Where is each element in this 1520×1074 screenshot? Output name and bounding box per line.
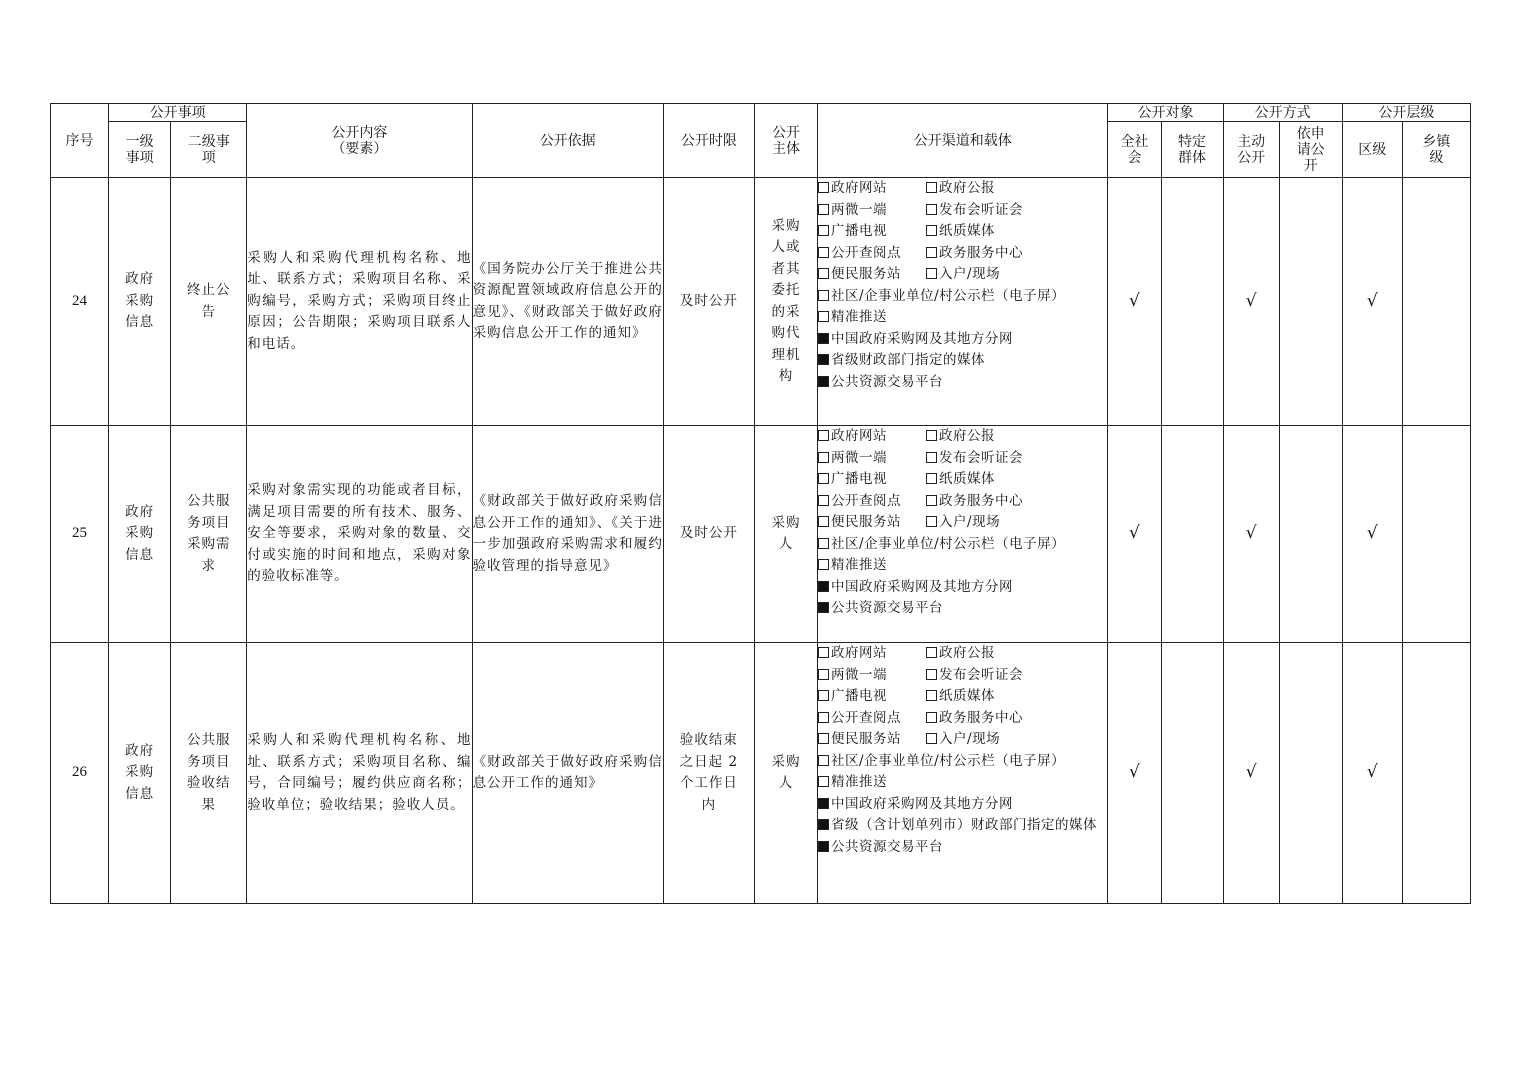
channel-label: 中国政府采购网及其地方分网	[831, 330, 1014, 347]
channel-label: 发布会听证会	[939, 201, 1024, 218]
channel-label: 公开查阅点	[831, 709, 902, 726]
channel-label: 便民服务站	[831, 266, 902, 282]
channel-line	[818, 643, 1107, 665]
channel-label: 政务服务中心	[939, 492, 1024, 509]
row-channels	[818, 643, 1108, 904]
table-header	[51, 104, 1471, 178]
channel-line	[818, 221, 1107, 243]
row-level1: 政府 采购 信息	[109, 178, 171, 426]
channel-label: 政府公报	[939, 645, 996, 661]
unchecked-box-icon	[926, 690, 937, 701]
channel-label: 两微一端	[831, 666, 888, 683]
channel-option	[818, 264, 926, 286]
header-level-group: 公开层级	[1342, 104, 1470, 122]
unchecked-box-icon	[926, 268, 937, 279]
channel-label: 政府网站	[831, 428, 888, 444]
unchecked-box-icon	[818, 225, 829, 236]
table-row	[51, 178, 1471, 426]
channel-line	[818, 512, 1107, 534]
channel-line	[818, 307, 1107, 329]
row-mode-apply	[1279, 643, 1342, 904]
unchecked-box-icon	[818, 473, 829, 484]
channel-option	[926, 491, 1023, 513]
unchecked-box-icon	[818, 290, 829, 301]
channel-option	[926, 448, 1023, 470]
channel-option	[926, 729, 1000, 751]
row-content: 采购人和采购代理机构名称、地址、联系方式；采购项目名称、采购编号，采购方式；采购项目终止原因；公告期限；采购项目联系人和电话。	[247, 178, 472, 426]
checked-box-icon	[818, 819, 829, 830]
channel-option	[818, 686, 926, 708]
channel-line	[818, 448, 1107, 470]
channel-label: 广播电视	[831, 688, 888, 704]
unchecked-box-icon	[926, 182, 937, 193]
unchecked-box-icon	[818, 669, 829, 680]
row-time-limit: 验收结束 之日起 2 个工作日 内	[663, 643, 754, 904]
channel-option	[818, 307, 887, 329]
channel-option	[818, 837, 943, 859]
header-seq: 序号	[51, 104, 109, 178]
channel-label: 政务服务中心	[939, 244, 1024, 261]
channel-option	[818, 534, 1065, 556]
channel-option	[818, 555, 887, 577]
checked-box-icon	[818, 602, 829, 613]
unchecked-box-icon	[926, 452, 937, 463]
channel-line	[818, 264, 1107, 286]
header-subject: 公开 主体	[754, 104, 817, 178]
channel-label: 省级（含计划单列市）财政部门指定的媒体	[831, 817, 1098, 833]
channel-line	[818, 598, 1107, 620]
unchecked-box-icon	[818, 182, 829, 193]
unchecked-box-icon	[818, 311, 829, 322]
table-row	[51, 643, 1471, 904]
channel-option	[926, 665, 1023, 687]
channel-line	[818, 491, 1107, 513]
channel-option	[926, 221, 995, 243]
channel-line	[818, 772, 1107, 794]
unchecked-box-icon	[926, 204, 937, 215]
channel-label: 社区/企事业单位/村公示栏（电子屏）	[831, 287, 1066, 304]
channel-label: 公开查阅点	[831, 244, 902, 261]
channel-line	[818, 815, 1107, 837]
channel-line	[818, 794, 1107, 816]
channel-option	[818, 815, 1097, 837]
channel-label: 政府网站	[831, 645, 888, 661]
channel-label: 两微一端	[831, 201, 888, 218]
channel-line	[818, 555, 1107, 577]
unchecked-box-icon	[926, 495, 937, 506]
channel-label: 社区/企事业单位/村公示栏（电子屏）	[831, 535, 1066, 552]
channel-label: 政府网站	[831, 180, 888, 196]
row-level-district: √	[1342, 426, 1402, 643]
unchecked-box-icon	[818, 755, 829, 766]
row-subject: 采购 人	[754, 643, 817, 904]
row-target-all: √	[1108, 426, 1161, 643]
channel-option	[818, 665, 926, 687]
unchecked-box-icon	[818, 559, 829, 570]
row-time-limit: 及时公开	[663, 178, 754, 426]
channel-option	[926, 178, 995, 200]
channel-label: 精准推送	[831, 774, 888, 790]
checked-box-icon	[818, 354, 829, 365]
channel-label: 中国政府采购网及其地方分网	[831, 795, 1014, 812]
header-item-group: 公开事项	[109, 104, 247, 122]
channel-line	[818, 837, 1107, 859]
row-level-district: √	[1342, 178, 1402, 426]
unchecked-box-icon	[926, 247, 937, 258]
row-content: 采购对象需实现的功能或者目标，满足项目需要的所有技术、服务、安全等要求，采购对象的数量、交付或实施的时间和地点，采购对象的验收标准等。	[247, 426, 472, 643]
channel-label: 公共资源交易平台	[831, 373, 944, 390]
row-basis: 《财政部关于做好政府采购信息公开工作的通知》	[472, 643, 663, 904]
row-mode-active: √	[1223, 643, 1279, 904]
channel-label: 公开查阅点	[831, 492, 902, 509]
header-channels: 公开渠道和载体	[818, 104, 1108, 178]
channel-label: 政务服务中心	[939, 709, 1024, 726]
table-body	[51, 178, 1471, 904]
row-level1: 政府 采购 信息	[109, 426, 171, 643]
channel-option	[818, 708, 926, 730]
channel-option	[818, 512, 926, 534]
channel-label: 中国政府采购网及其地方分网	[831, 578, 1014, 595]
header-level-town: 乡镇 级	[1402, 122, 1470, 178]
channel-label: 入户/现场	[939, 731, 1001, 747]
channel-label: 发布会听证会	[939, 449, 1024, 466]
header-target-all: 全社 会	[1108, 122, 1161, 178]
channel-option	[818, 200, 926, 222]
channel-option	[818, 491, 926, 513]
channel-label: 政府公报	[939, 180, 996, 196]
unchecked-box-icon	[818, 495, 829, 506]
row-subject: 采购 人或 者其 委托 的采 购代 理机 构	[754, 178, 817, 426]
unchecked-box-icon	[818, 733, 829, 744]
channel-label: 精准推送	[831, 557, 888, 573]
table-row	[51, 426, 1471, 643]
row-channels	[818, 426, 1108, 643]
header-mode-apply: 依申 请公 开	[1279, 122, 1342, 178]
channel-line	[818, 469, 1107, 491]
unchecked-box-icon	[926, 430, 937, 441]
unchecked-box-icon	[926, 225, 937, 236]
channel-line	[818, 243, 1107, 265]
channel-option	[818, 243, 926, 265]
channel-option	[818, 448, 926, 470]
row-target-specific	[1161, 643, 1223, 904]
row-time-limit: 及时公开	[663, 426, 754, 643]
channel-option	[818, 729, 926, 751]
channel-option	[818, 426, 926, 448]
row-level2: 公共服 务项目 采购需 求	[171, 426, 247, 643]
row-subject: 采购 人	[754, 426, 817, 643]
channel-label: 社区/企事业单位/村公示栏（电子屏）	[831, 752, 1066, 769]
unchecked-box-icon	[818, 452, 829, 463]
row-level-town	[1402, 426, 1470, 643]
unchecked-box-icon	[818, 204, 829, 215]
row-target-specific	[1161, 178, 1223, 426]
row-mode-apply	[1279, 426, 1342, 643]
channel-line	[818, 350, 1107, 372]
channel-option	[818, 329, 1013, 351]
channel-label: 发布会听证会	[939, 666, 1024, 683]
channel-option	[818, 643, 926, 665]
row-target-specific	[1161, 426, 1223, 643]
channel-label: 纸质媒体	[939, 471, 996, 487]
channel-line	[818, 178, 1107, 200]
checked-box-icon	[818, 841, 829, 852]
unchecked-box-icon	[926, 712, 937, 723]
channel-label: 纸质媒体	[939, 223, 996, 239]
channel-label: 公共资源交易平台	[831, 838, 944, 855]
checked-box-icon	[818, 333, 829, 344]
header-content: 公开内容 （要素）	[247, 104, 472, 178]
channel-label: 两微一端	[831, 449, 888, 466]
channel-option	[926, 469, 995, 491]
row-level1: 政府 采购 信息	[109, 643, 171, 904]
header-mode-group: 公开方式	[1223, 104, 1342, 122]
unchecked-box-icon	[818, 647, 829, 658]
row-seq: 26	[51, 643, 109, 904]
unchecked-box-icon	[926, 516, 937, 527]
checked-box-icon	[818, 376, 829, 387]
unchecked-box-icon	[926, 647, 937, 658]
channel-option	[818, 372, 943, 394]
unchecked-box-icon	[926, 733, 937, 744]
unchecked-box-icon	[818, 776, 829, 787]
channel-option	[926, 708, 1023, 730]
channel-option	[818, 350, 985, 372]
channel-line	[818, 665, 1107, 687]
row-level2: 公共服 务项目 验收结 果	[171, 643, 247, 904]
header-time-limit: 公开时限	[663, 104, 754, 178]
unchecked-box-icon	[818, 690, 829, 701]
channel-label: 便民服务站	[831, 514, 902, 530]
channel-option	[818, 772, 887, 794]
row-seq: 25	[51, 426, 109, 643]
unchecked-box-icon	[818, 712, 829, 723]
row-basis: 《财政部关于做好政府采购信息公开工作的通知》、《关于进一步加强政府采购需求和履约验收管理的指导意见》	[472, 426, 663, 643]
channel-line	[818, 751, 1107, 773]
row-mode-active: √	[1223, 426, 1279, 643]
channel-option	[818, 221, 926, 243]
unchecked-box-icon	[818, 516, 829, 527]
channel-label: 广播电视	[831, 471, 888, 487]
header-level1: 一级 事项	[109, 122, 171, 178]
header-level2: 二级事 项	[171, 122, 247, 178]
unchecked-box-icon	[818, 430, 829, 441]
channel-option	[926, 643, 995, 665]
channel-line	[818, 329, 1107, 351]
row-basis: 《国务院办公厅关于推进公共资源配置领域政府信息公开的意见》、《财政部关于做好政府采购信息公开工作的通知》	[472, 178, 663, 426]
channel-line	[818, 577, 1107, 599]
channel-label: 便民服务站	[831, 731, 902, 747]
row-target-all: √	[1108, 178, 1161, 426]
row-seq: 24	[51, 178, 109, 426]
row-target-all: √	[1108, 643, 1161, 904]
channel-option	[818, 794, 1013, 816]
row-content: 采购人和采购代理机构名称、地址、联系方式；采购项目名称、编号，合同编号；履约供应商名称；验收单位；验收结果；验收人员。	[247, 643, 472, 904]
channel-option	[818, 469, 926, 491]
channel-line	[818, 534, 1107, 556]
channel-option	[818, 577, 1013, 599]
row-mode-apply	[1279, 178, 1342, 426]
channel-line	[818, 708, 1107, 730]
header-target-specific: 特定 群体	[1161, 122, 1223, 178]
header-mode-active: 主动 公开	[1223, 122, 1279, 178]
row-channels	[818, 178, 1108, 426]
checked-box-icon	[818, 581, 829, 592]
channel-label: 入户/现场	[939, 266, 1001, 282]
header-level-district: 区级	[1342, 122, 1402, 178]
header-basis: 公开依据	[472, 104, 663, 178]
row-level2: 终止公 告	[171, 178, 247, 426]
channel-label: 纸质媒体	[939, 688, 996, 704]
unchecked-box-icon	[818, 538, 829, 549]
channel-option	[926, 264, 1000, 286]
channel-option	[926, 512, 1000, 534]
checked-box-icon	[818, 798, 829, 809]
row-mode-active: √	[1223, 178, 1279, 426]
channel-line	[818, 426, 1107, 448]
channel-label: 政府公报	[939, 428, 996, 444]
channel-label: 精准推送	[831, 309, 888, 325]
channel-line	[818, 200, 1107, 222]
channel-line	[818, 372, 1107, 394]
channel-option	[926, 243, 1023, 265]
channel-label: 入户/现场	[939, 514, 1001, 530]
channel-option	[818, 178, 926, 200]
channel-option	[926, 426, 995, 448]
row-level-district: √	[1342, 643, 1402, 904]
channel-option	[818, 598, 943, 620]
channel-label: 广播电视	[831, 223, 888, 239]
channel-option	[926, 200, 1023, 222]
unchecked-box-icon	[926, 473, 937, 484]
channel-label: 公共资源交易平台	[831, 600, 944, 616]
row-level-town	[1402, 643, 1470, 904]
channel-label: 省级财政部门指定的媒体	[831, 352, 986, 368]
channel-line	[818, 729, 1107, 751]
header-target-group: 公开对象	[1108, 104, 1223, 122]
channel-line	[818, 686, 1107, 708]
unchecked-box-icon	[818, 247, 829, 258]
unchecked-box-icon	[818, 268, 829, 279]
channel-option	[818, 286, 1065, 308]
unchecked-box-icon	[926, 669, 937, 680]
disclosure-table	[50, 103, 1471, 904]
channel-line	[818, 286, 1107, 308]
channel-option	[926, 686, 995, 708]
row-level-town	[1402, 178, 1470, 426]
channel-option	[818, 751, 1065, 773]
